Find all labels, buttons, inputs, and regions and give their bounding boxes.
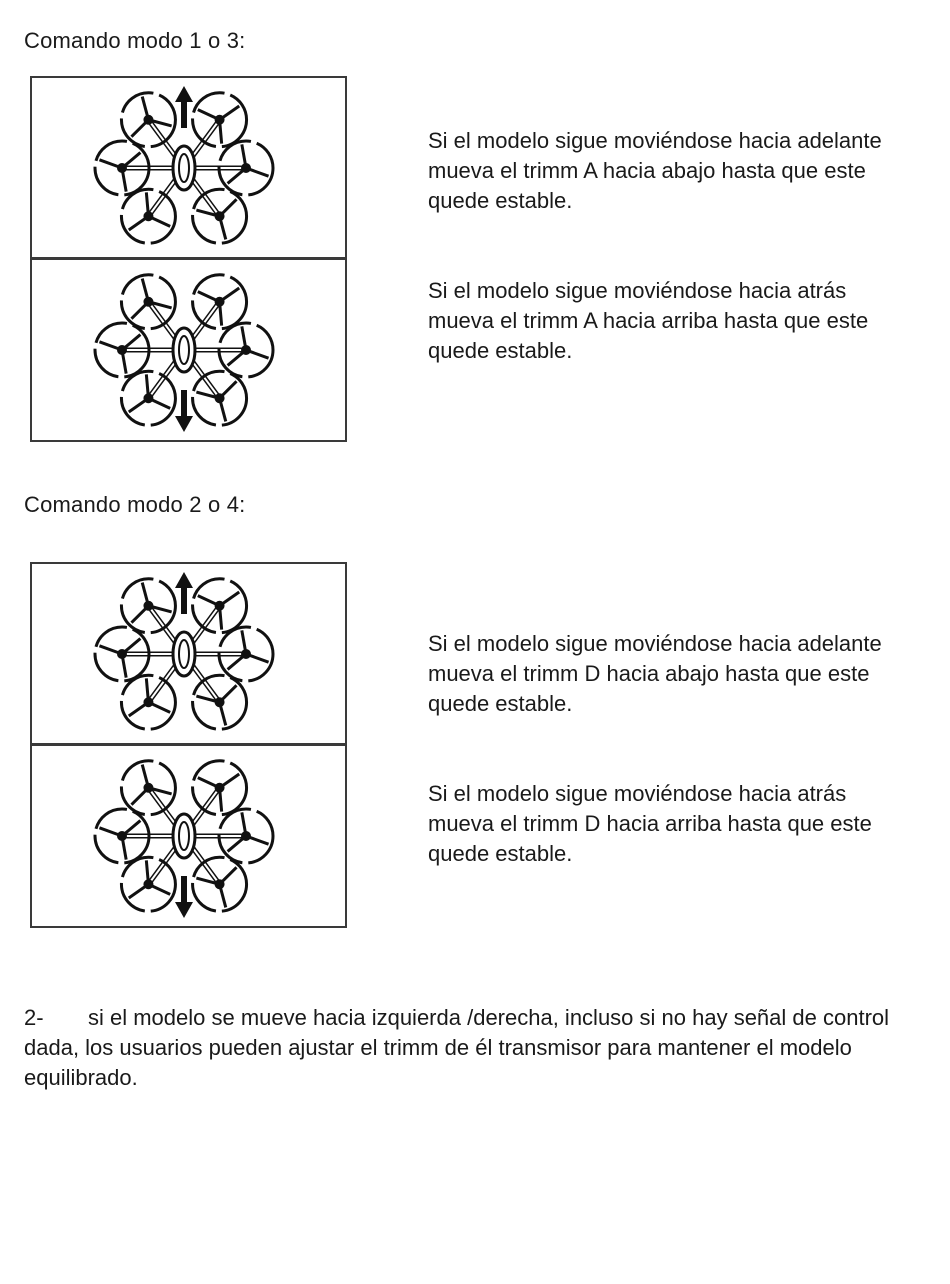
section-2-heading: Comando modo 2 o 4:	[24, 492, 246, 517]
backward-panel	[32, 746, 345, 926]
mode-2-4-forward-text: Si el modelo sigue moviéndose hacia adelante mueva el trimm D hacia abajo hasta que este quede estable.	[428, 631, 882, 716]
section-1-heading: Comando modo 1 o 3:	[24, 28, 246, 53]
hexacopter-drone-icon	[32, 746, 345, 926]
arrow-down-icon	[175, 390, 193, 432]
mode-2-4-figure	[30, 562, 347, 928]
hexacopter-drone-icon	[32, 78, 345, 257]
mode-2-4-backward-text: Si el modelo sigue moviéndose hacia atrás mueva el trimm D hacia arriba hasta que este quede estable.	[428, 781, 872, 866]
mode-1-3-figure	[30, 76, 347, 442]
note-number: 2-	[24, 1005, 44, 1030]
arrow-up-icon	[175, 86, 193, 128]
mode-1-3-backward-text: Si el modelo sigue moviéndose hacia atrás mueva el trimm A hacia arriba hasta que este quede estable.	[428, 278, 869, 363]
forward-panel	[32, 78, 345, 260]
hexacopter-drone-icon	[32, 564, 345, 743]
note-paragraph	[24, 1003, 904, 1093]
arrow-up-icon	[175, 572, 193, 614]
hexacopter-drone-icon	[32, 260, 345, 440]
forward-panel	[32, 564, 345, 746]
backward-panel	[32, 260, 345, 440]
note-text: si el modelo se mueve hacia izquierda /derecha, incluso si no hay señal de control dada, los usuarios pueden ajustar el trimm de él transmisor para mantener el modelo equilibrado.	[24, 1005, 890, 1090]
mode-1-3-forward-text: Si el modelo sigue moviéndose hacia adelante mueva el trimm A hacia abajo hasta que este quede estable.	[428, 128, 882, 213]
arrow-down-icon	[175, 876, 193, 918]
